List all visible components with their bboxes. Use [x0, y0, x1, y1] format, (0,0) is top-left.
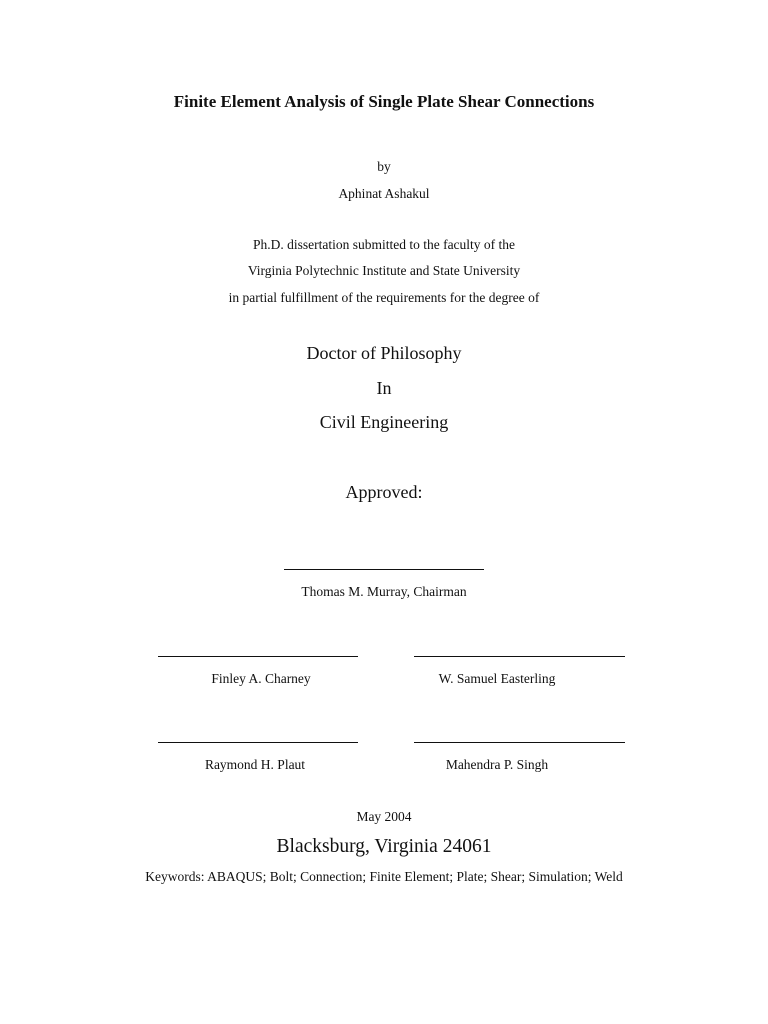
- location: Blacksburg, Virginia 24061: [276, 836, 492, 857]
- dissertation-title: Finite Element Analysis of Single Plate Shear Connections: [173, 92, 595, 111]
- degree-name: Doctor of Philosophy: [306, 343, 462, 363]
- chairman-signature-line: [284, 569, 484, 570]
- statement-line-1: Ph.D. dissertation submitted to the faculty of the: [252, 237, 516, 252]
- member-signature-line-2: [414, 656, 625, 657]
- member-signature-line-4: [414, 742, 625, 743]
- member-name-4: Mahendra P. Singh: [445, 757, 549, 772]
- approved-label: Approved:: [345, 482, 423, 502]
- degree-in: In: [376, 378, 392, 398]
- member-name-3: Raymond H. Plaut: [204, 757, 306, 772]
- degree-field: Civil Engineering: [319, 412, 449, 432]
- member-signature-line-1: [158, 656, 358, 657]
- member-signature-line-3: [158, 742, 358, 743]
- member-name-2: W. Samuel Easterling: [438, 671, 556, 686]
- submission-date: May 2004: [356, 809, 412, 824]
- by-label: by: [377, 159, 391, 174]
- chairman-name: Thomas M. Murray, Chairman: [301, 584, 467, 599]
- member-name-1: Finley A. Charney: [211, 671, 311, 686]
- statement-line-3: in partial fulfillment of the requirements for the degree of: [228, 290, 540, 305]
- statement-line-2: Virginia Polytechnic Institute and State University: [247, 263, 521, 278]
- keywords: Keywords: ABAQUS; Bolt; Connection; Finite Element; Plate; Shear; Simulation; Weld: [145, 869, 623, 884]
- author-name: Aphinat Ashakul: [338, 186, 430, 201]
